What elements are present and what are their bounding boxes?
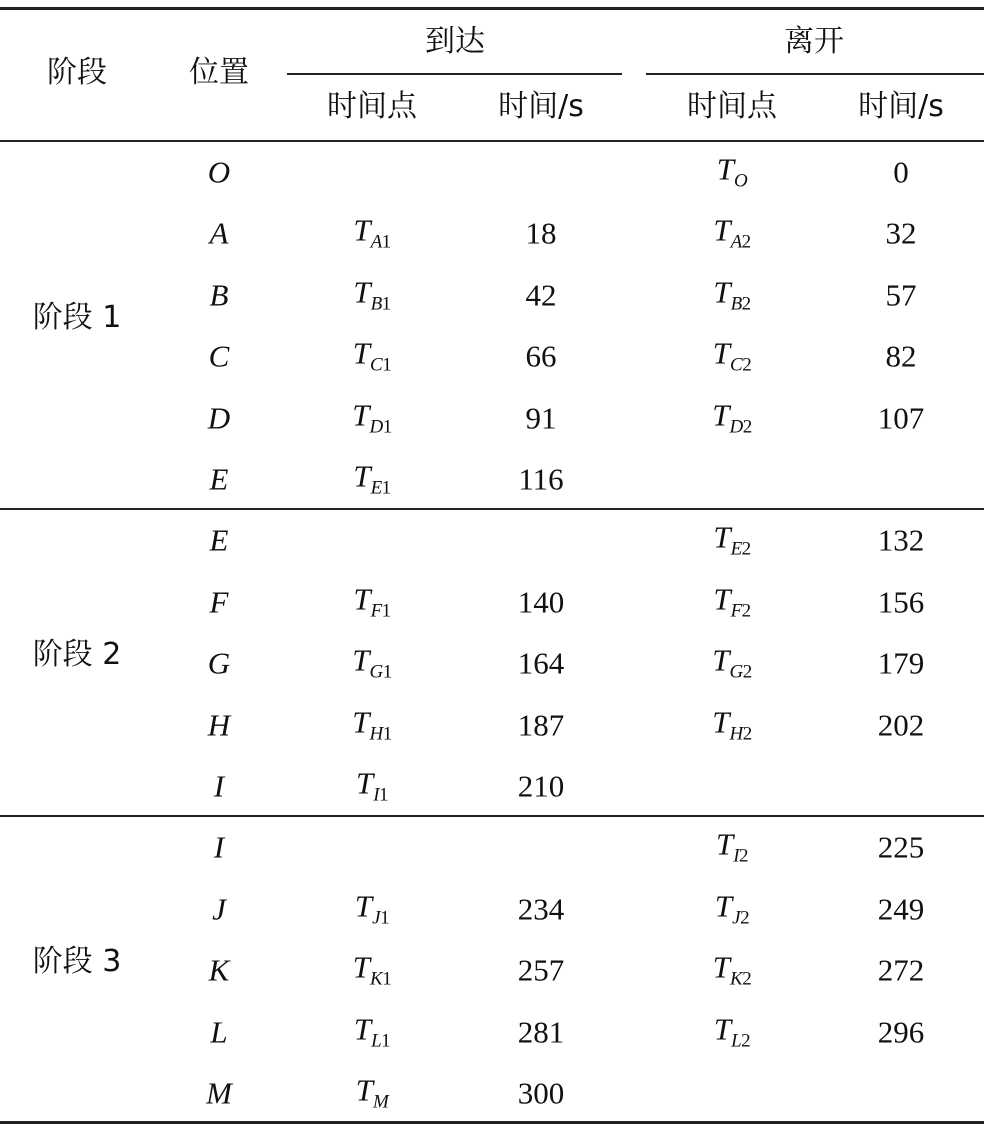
time-symbol-letter: T — [353, 581, 371, 617]
time-symbol-letter: T — [353, 274, 371, 310]
position-cell: M — [206, 1075, 232, 1111]
arrive-time-point-cell — [352, 335, 392, 376]
time-symbol-subscript: K — [370, 968, 383, 990]
time-symbol-index: 2 — [741, 1030, 751, 1052]
time-symbol-letter: T — [712, 949, 731, 985]
position-cell: B — [209, 277, 229, 313]
time-symbol-index: 2 — [741, 231, 751, 253]
depart-time-point-cell — [713, 276, 750, 313]
time-symbol-letter: T — [716, 151, 735, 187]
time-symbol-index: 2 — [742, 968, 752, 990]
time-symbol-letter: T — [353, 212, 371, 248]
header-depart-time-point: 时间点 — [687, 89, 777, 124]
depart-time-cell: 132 — [877, 522, 925, 558]
time-symbol-letter: T — [712, 642, 730, 678]
time-symbol-subscript: F — [370, 600, 382, 622]
time-symbol-index: 1 — [382, 661, 392, 683]
depart-time-point-cell — [713, 212, 751, 253]
header-position: 位置 — [189, 55, 249, 90]
depart-time-cell: 57 — [885, 277, 917, 313]
depart-time-cell: 156 — [877, 584, 925, 620]
depart-time-cell: 249 — [877, 891, 925, 927]
time-symbol-subscript: L — [731, 1030, 742, 1052]
stage-label: 阶段 2 — [32, 637, 122, 673]
arrive-time-point-cell — [353, 212, 391, 253]
arrive-time-point-cell — [352, 642, 392, 683]
time-symbol-index: 1 — [380, 907, 390, 929]
header-depart: 离开 — [784, 24, 844, 59]
time-symbol-letter: T — [712, 704, 730, 740]
stage-label: 阶段 1 — [32, 299, 122, 335]
header-arrive-time: 时间/s — [498, 89, 584, 124]
time-symbol-subscript: D — [369, 416, 383, 438]
time-symbol-subscript: G — [369, 661, 383, 683]
arrive-group-rule — [287, 73, 622, 75]
time-symbol-subscript: I — [733, 845, 740, 867]
time-symbol-letter: T — [713, 212, 731, 248]
time-symbol-subscript: J — [372, 907, 381, 929]
arrive-time-cell: 66 — [525, 338, 557, 374]
position-cell: D — [207, 400, 231, 436]
depart-time-cell: 296 — [877, 1014, 925, 1050]
time-symbol-index: 2 — [741, 293, 751, 315]
time-symbol-letter: T — [355, 765, 374, 801]
arrive-time-cell: 281 — [517, 1014, 565, 1050]
arrive-time-cell: 140 — [517, 584, 565, 620]
time-symbol-subscript: B — [370, 293, 382, 315]
depart-time-point-cell — [716, 151, 748, 192]
position-cell: A — [209, 215, 229, 251]
time-symbol-subscript: B — [730, 293, 742, 315]
position-cell: I — [213, 768, 225, 804]
time-symbol-subscript: H — [369, 723, 383, 745]
time-symbol-subscript: L — [371, 1030, 382, 1052]
time-symbol-index: 1 — [381, 293, 391, 315]
time-symbol-letter: T — [712, 335, 731, 371]
time-symbol-letter: T — [352, 642, 370, 678]
time-symbol-letter: T — [352, 397, 370, 433]
depart-time-cell: 225 — [877, 829, 925, 865]
depart-time-cell: 107 — [877, 400, 925, 436]
arrive-time-point-cell — [354, 1013, 390, 1050]
time-symbol-subscript: F — [730, 600, 742, 622]
arrive-time-cell: 18 — [525, 215, 557, 251]
arrive-time-point-cell — [352, 399, 391, 436]
stage1-bottom-rule — [0, 508, 984, 510]
time-symbol-subscript: H — [729, 723, 743, 745]
arrive-time-point-cell — [353, 458, 391, 499]
time-symbol-index: 1 — [382, 416, 392, 438]
depart-group-rule — [646, 73, 984, 75]
time-symbol-subscript: O — [734, 170, 748, 192]
arrive-time-cell: 187 — [517, 707, 565, 743]
time-symbol-subscript: K — [730, 968, 743, 990]
arrive-time-cell: 164 — [517, 645, 565, 681]
depart-time-cell: 32 — [885, 215, 917, 251]
time-symbol-index: 1 — [381, 1030, 391, 1052]
depart-time-point-cell — [712, 335, 752, 376]
position-cell: J — [212, 891, 226, 927]
time-symbol-index: 2 — [742, 416, 752, 438]
time-symbol-letter: T — [715, 826, 734, 862]
arrive-time-cell: 257 — [517, 952, 565, 988]
time-symbol-subscript: G — [729, 661, 743, 683]
time-symbol-index: 2 — [742, 354, 752, 376]
position-cell: K — [208, 952, 230, 988]
time-symbol-subscript: E — [370, 477, 382, 499]
header-arrive: 到达 — [425, 24, 485, 59]
depart-time-cell: 0 — [893, 154, 909, 190]
table-top-rule — [0, 7, 984, 10]
time-symbol-letter: T — [355, 1072, 373, 1108]
depart-time-cell: 272 — [877, 952, 925, 988]
time-symbol-subscript: J — [732, 907, 741, 929]
arrive-time-point-cell — [355, 1072, 389, 1113]
arrive-time-point-cell — [355, 890, 389, 927]
time-symbol-subscript: D — [729, 416, 743, 438]
position-cell: C — [208, 338, 230, 374]
stage2-bottom-rule — [0, 815, 984, 817]
time-symbol-letter: T — [352, 949, 371, 985]
header-depart-time: 时间/s — [858, 89, 944, 124]
time-symbol-subscript: E — [730, 538, 742, 560]
depart-time-point-cell — [713, 583, 750, 620]
depart-time-cell: 82 — [885, 338, 917, 374]
time-symbol-letter: T — [353, 458, 371, 494]
arrive-time-point-cell — [352, 949, 392, 990]
table-bottom-rule — [0, 1121, 984, 1124]
time-symbol-subscript: A — [370, 231, 382, 253]
time-symbol-letter: T — [352, 704, 370, 740]
time-symbol-letter: T — [713, 1011, 732, 1047]
time-symbol-index: 2 — [742, 723, 752, 745]
time-symbol-subscript: C — [370, 354, 383, 376]
header-arrive-time-point: 时间点 — [327, 89, 417, 124]
header-stage: 阶段 — [47, 55, 107, 90]
arrive-time-point-cell — [352, 706, 391, 743]
position-cell: O — [207, 154, 231, 190]
time-symbol-index: 2 — [742, 661, 752, 683]
position-cell: F — [209, 584, 229, 620]
arrive-time-cell: 234 — [517, 891, 565, 927]
depart-time-point-cell — [715, 826, 749, 867]
time-symbol-subscript: I — [373, 784, 380, 806]
time-symbol-subscript: C — [730, 354, 743, 376]
depart-time-point-cell — [715, 890, 749, 927]
position-cell: I — [213, 829, 225, 865]
depart-time-point-cell — [712, 399, 751, 436]
depart-time-point-cell — [712, 642, 752, 683]
arrive-time-cell: 42 — [525, 277, 557, 313]
header-bottom-rule — [0, 140, 984, 142]
position-cell: E — [209, 522, 229, 558]
time-symbol-letter: T — [352, 335, 371, 371]
time-symbol-index: 2 — [740, 907, 750, 929]
time-symbol-index: 2 — [739, 845, 749, 867]
time-symbol-index: 1 — [382, 723, 392, 745]
time-symbol-index: 1 — [379, 784, 389, 806]
arrive-time-cell: 210 — [517, 768, 565, 804]
stage-label: 阶段 3 — [32, 944, 122, 980]
time-symbol-index: 1 — [381, 477, 391, 499]
time-symbol-letter: T — [354, 888, 373, 924]
position-cell: L — [210, 1014, 228, 1050]
time-symbol-letter: T — [713, 519, 731, 555]
arrive-time-point-cell — [353, 583, 390, 620]
time-symbol-subscript: A — [730, 231, 742, 253]
time-symbol-letter: T — [714, 888, 733, 924]
time-symbol-index: 1 — [381, 231, 391, 253]
time-symbol-index: 2 — [741, 538, 751, 560]
depart-time-cell: 179 — [877, 645, 925, 681]
time-symbol-index: 1 — [381, 600, 391, 622]
time-symbol-index: 1 — [382, 968, 392, 990]
time-symbol-letter: T — [712, 397, 730, 433]
arrive-time-cell: 116 — [518, 461, 564, 497]
arrive-time-cell: 300 — [517, 1075, 565, 1111]
position-cell: E — [209, 461, 229, 497]
arrive-time-point-cell — [355, 765, 389, 806]
depart-time-point-cell — [712, 949, 752, 990]
time-symbol-subscript: M — [372, 1091, 389, 1113]
position-cell: G — [207, 645, 231, 681]
time-symbol-index: 1 — [382, 354, 392, 376]
time-symbol-letter: T — [713, 581, 731, 617]
position-cell: H — [207, 707, 231, 743]
arrive-time-point-cell — [353, 276, 390, 313]
depart-time-point-cell — [713, 519, 751, 560]
time-symbol-index: 2 — [741, 600, 751, 622]
depart-time-cell: 202 — [877, 707, 925, 743]
depart-time-point-cell — [714, 1013, 750, 1050]
arrive-time-cell: 91 — [525, 400, 557, 436]
depart-time-point-cell — [712, 706, 751, 743]
time-symbol-letter: T — [353, 1011, 372, 1047]
time-symbol-letter: T — [713, 274, 731, 310]
